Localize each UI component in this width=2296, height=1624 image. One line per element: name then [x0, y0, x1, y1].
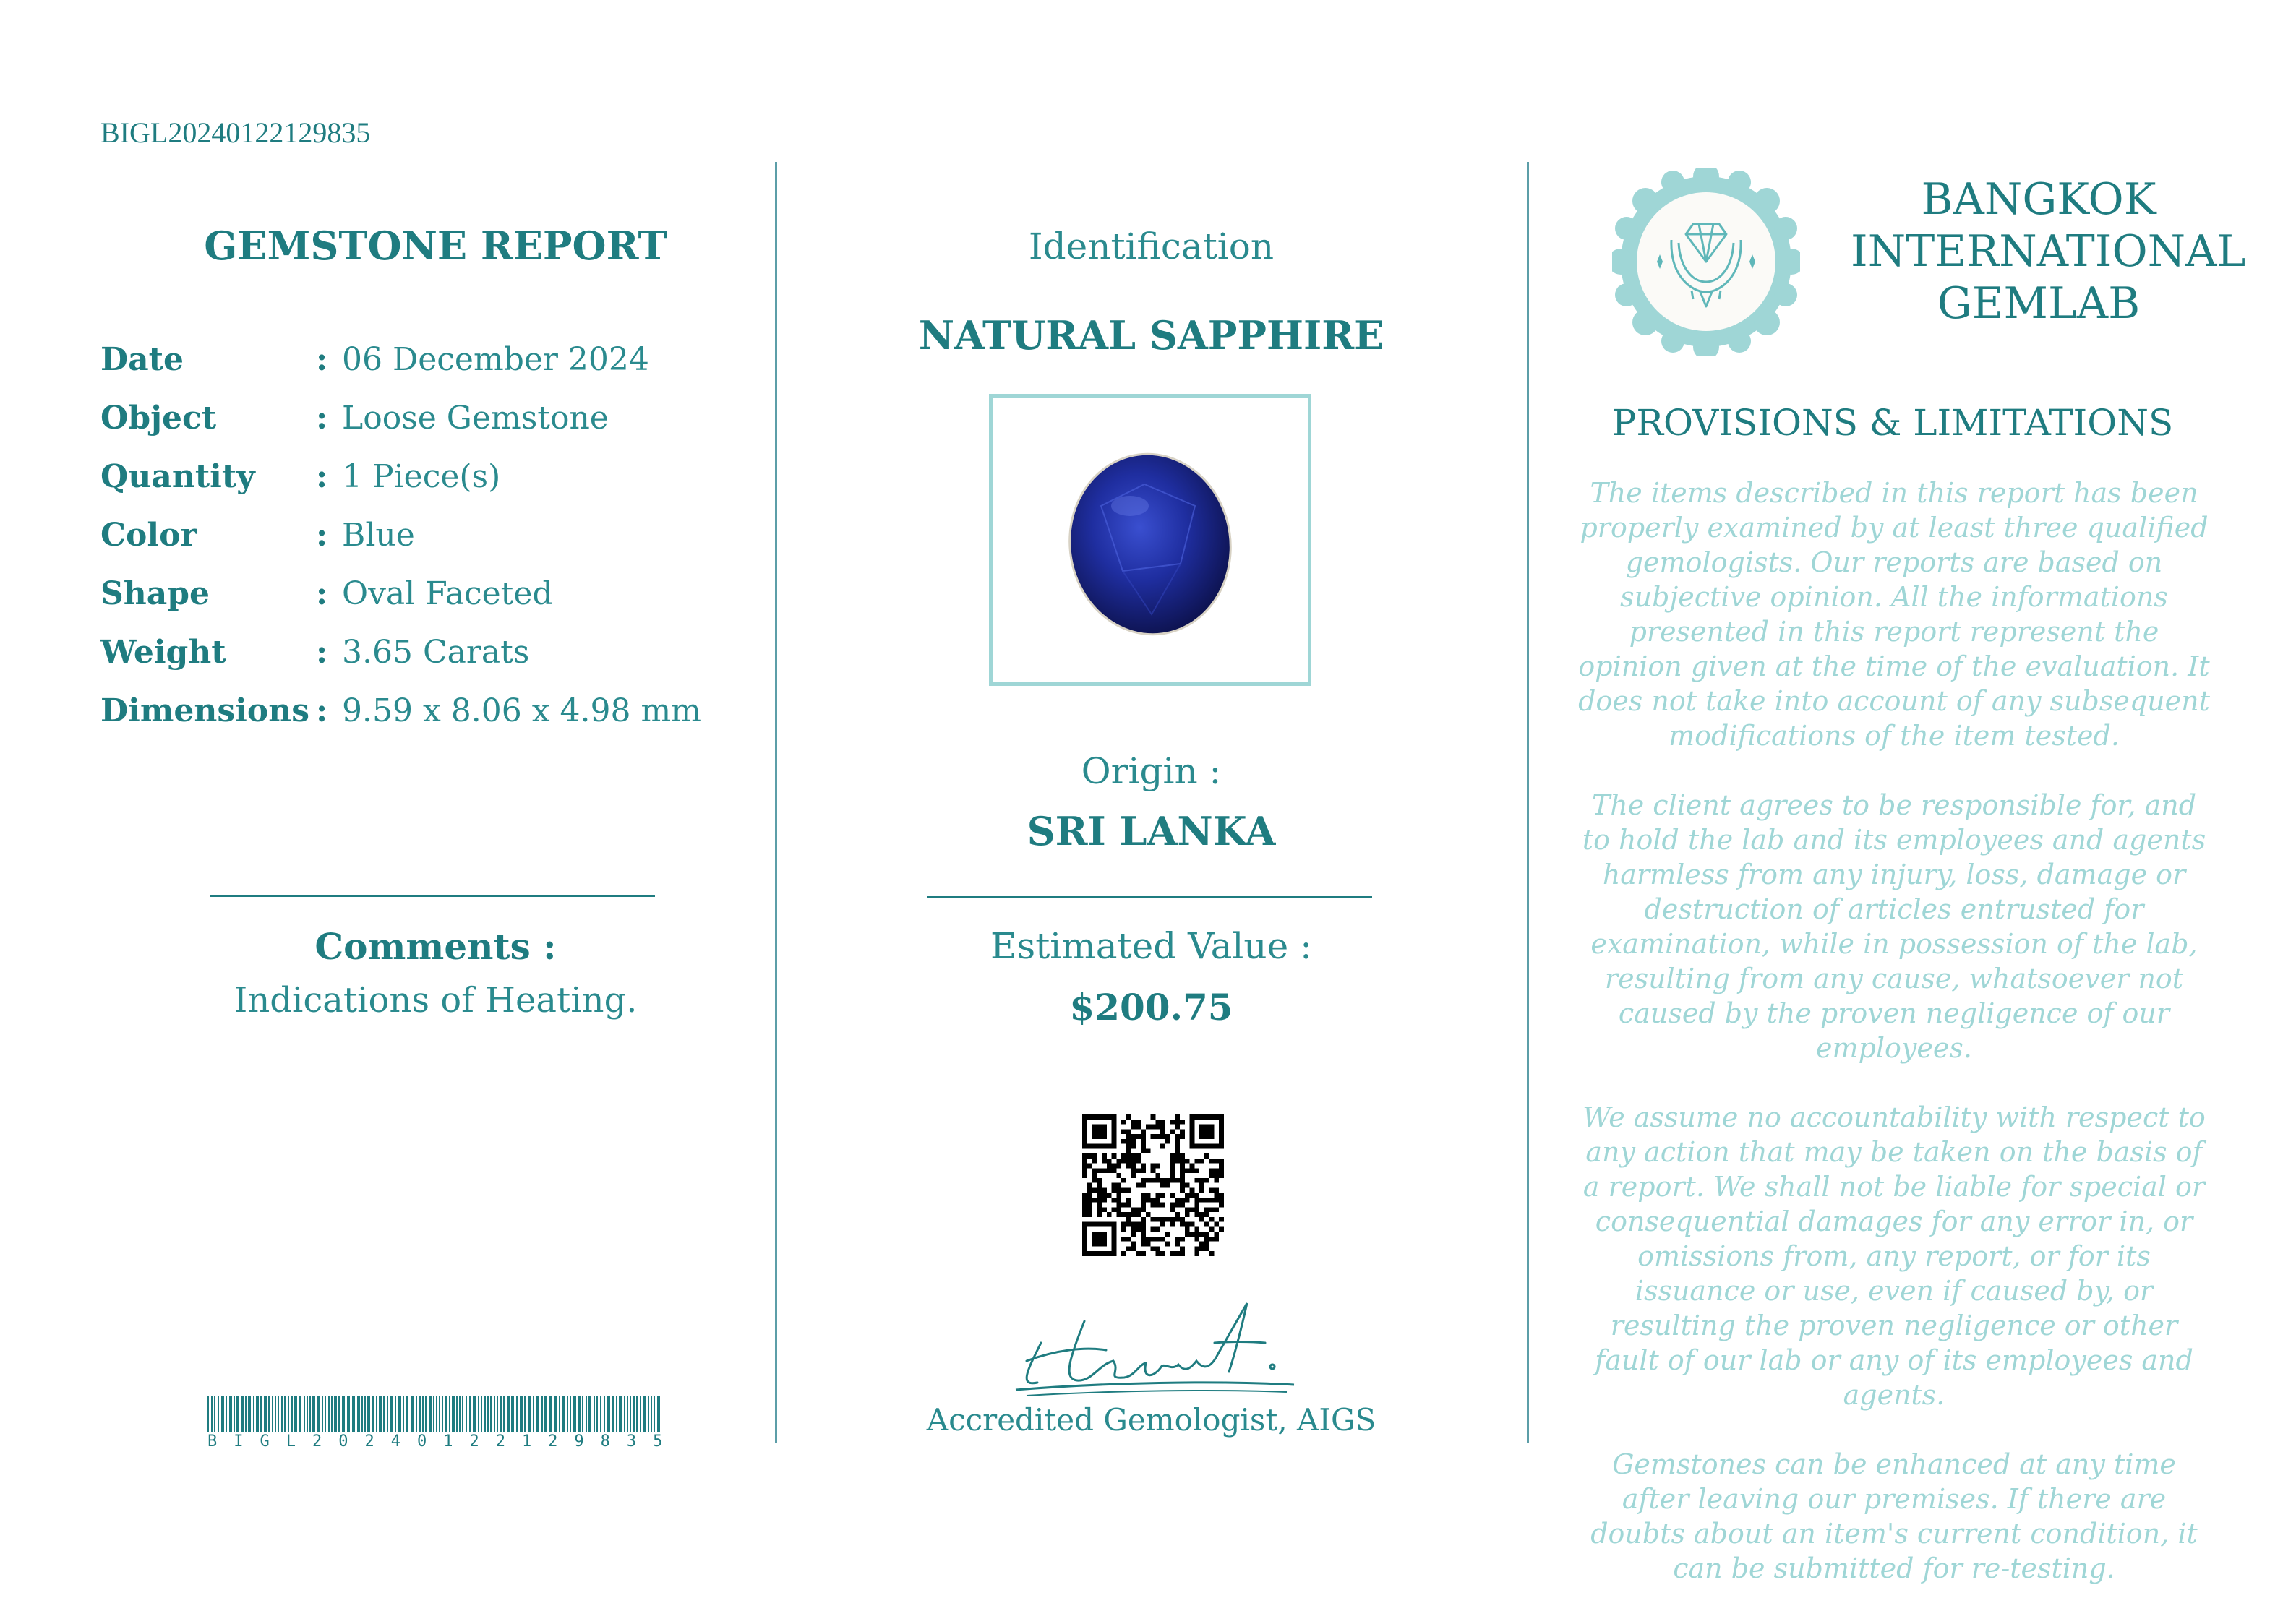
- identification-label: Identification: [1028, 225, 1275, 267]
- detail-value: Blue: [342, 517, 415, 554]
- estimated-value: $200.75: [1069, 986, 1233, 1028]
- details-list: [100, 341, 751, 751]
- provision-paragraph: We assume no accountability with respect to any action that may be taken on the basis of a report. We shall not be liable for special or consequential damages for any error in, or omissions from, any report, or for its issuance or use, even if caused by, or resulting the proven negligence or other fault of our lab or any of its employees and agents.: [1582, 1101, 2206, 1411]
- detail-label: Quantity: [100, 458, 255, 495]
- comments-text: Indications of Heating.: [234, 980, 638, 1021]
- lab-name-line: BANGKOK: [1921, 174, 2156, 225]
- detail-row-quantity: [100, 458, 751, 517]
- detail-row-shape: [100, 575, 751, 634]
- detail-separator: :: [316, 517, 328, 554]
- provision-paragraph: The items described in this report has been properly examined by at least three qualified gemologists. Our reports are based on subjective opinion. All the informations presented in this report represent the opinion given at the time of the evaluation. It does not take into account of any subsequent modifications of the item tested.: [1578, 477, 2210, 752]
- origin-label: Origin :: [1081, 750, 1222, 792]
- lab-name-line: GEMLAB: [1937, 278, 2141, 329]
- qr-code-icon[interactable]: [1082, 1114, 1224, 1256]
- detail-value: 1 Piece(s): [342, 458, 501, 495]
- lab-seal-icon: [1612, 168, 1800, 356]
- detail-value: 9.59 x 8.06 x 4.98 mm: [342, 692, 701, 729]
- provision-paragraph: Gemstones can be enhanced at any time after leaving our premises. If there are doubts about an item's current condition, it can be submitted for re-testing.: [1590, 1448, 2198, 1584]
- detail-separator: :: [316, 634, 328, 671]
- detail-row-dimensions: [100, 692, 751, 751]
- lab-name: [1851, 173, 2246, 330]
- estimated-value-label: Estimated Value :: [990, 925, 1312, 967]
- detail-separator: :: [316, 575, 328, 612]
- provisions-text: [1576, 476, 2212, 1620]
- barcode-icon: [207, 1396, 661, 1432]
- barcode-number: BIGL20240122129835: [207, 1432, 680, 1451]
- sapphire-icon: [993, 398, 1308, 682]
- comments-divider: [210, 895, 655, 897]
- column-divider-right: [1527, 162, 1529, 1443]
- detail-separator: :: [316, 400, 328, 437]
- comments-title: Comments :: [314, 925, 557, 968]
- detail-label: Shape: [100, 575, 210, 612]
- detail-value: Loose Gemstone: [342, 400, 609, 437]
- value-divider: [927, 896, 1372, 898]
- detail-value: Oval Faceted: [342, 575, 553, 612]
- detail-row-object: [100, 400, 751, 458]
- detail-label: Weight: [100, 634, 226, 671]
- provision-paragraph: The client agrees to be responsible for, and to hold the lab and its employees and agents harmless from any injury, loss, damage or destruction of articles entrusted for examination, while in possession of the lab, resulting from any cause, whatsoever not caused by the proven negligence of our employees.: [1582, 789, 2206, 1064]
- report-number: BIGL20240122129835: [100, 116, 371, 149]
- detail-label: Dimensions: [100, 692, 310, 729]
- provisions-title: PROVISIONS & LIMITATIONS: [1611, 402, 2174, 444]
- gemstone-photo-frame: [989, 394, 1311, 686]
- signature-icon: [998, 1292, 1301, 1401]
- lab-name-line: INTERNATIONAL: [1851, 226, 2246, 277]
- detail-row-color: [100, 517, 751, 575]
- detail-label: Color: [100, 517, 197, 554]
- report-title: GEMSTONE REPORT: [204, 223, 667, 269]
- detail-label: Object: [100, 400, 217, 437]
- detail-value: 3.65 Carats: [342, 634, 530, 671]
- detail-row-date: [100, 341, 751, 400]
- origin-value: SRI LANKA: [1027, 808, 1276, 854]
- detail-row-weight: [100, 634, 751, 692]
- detail-separator: :: [316, 341, 328, 378]
- detail-value: 06 December 2024: [342, 341, 649, 378]
- identification-value: NATURAL SAPPHIRE: [918, 312, 1384, 358]
- detail-label: Date: [100, 341, 184, 378]
- detail-separator: :: [316, 692, 328, 729]
- gemologist-credential: Accredited Gemologist, AIGS: [926, 1402, 1376, 1438]
- detail-separator: :: [316, 458, 328, 495]
